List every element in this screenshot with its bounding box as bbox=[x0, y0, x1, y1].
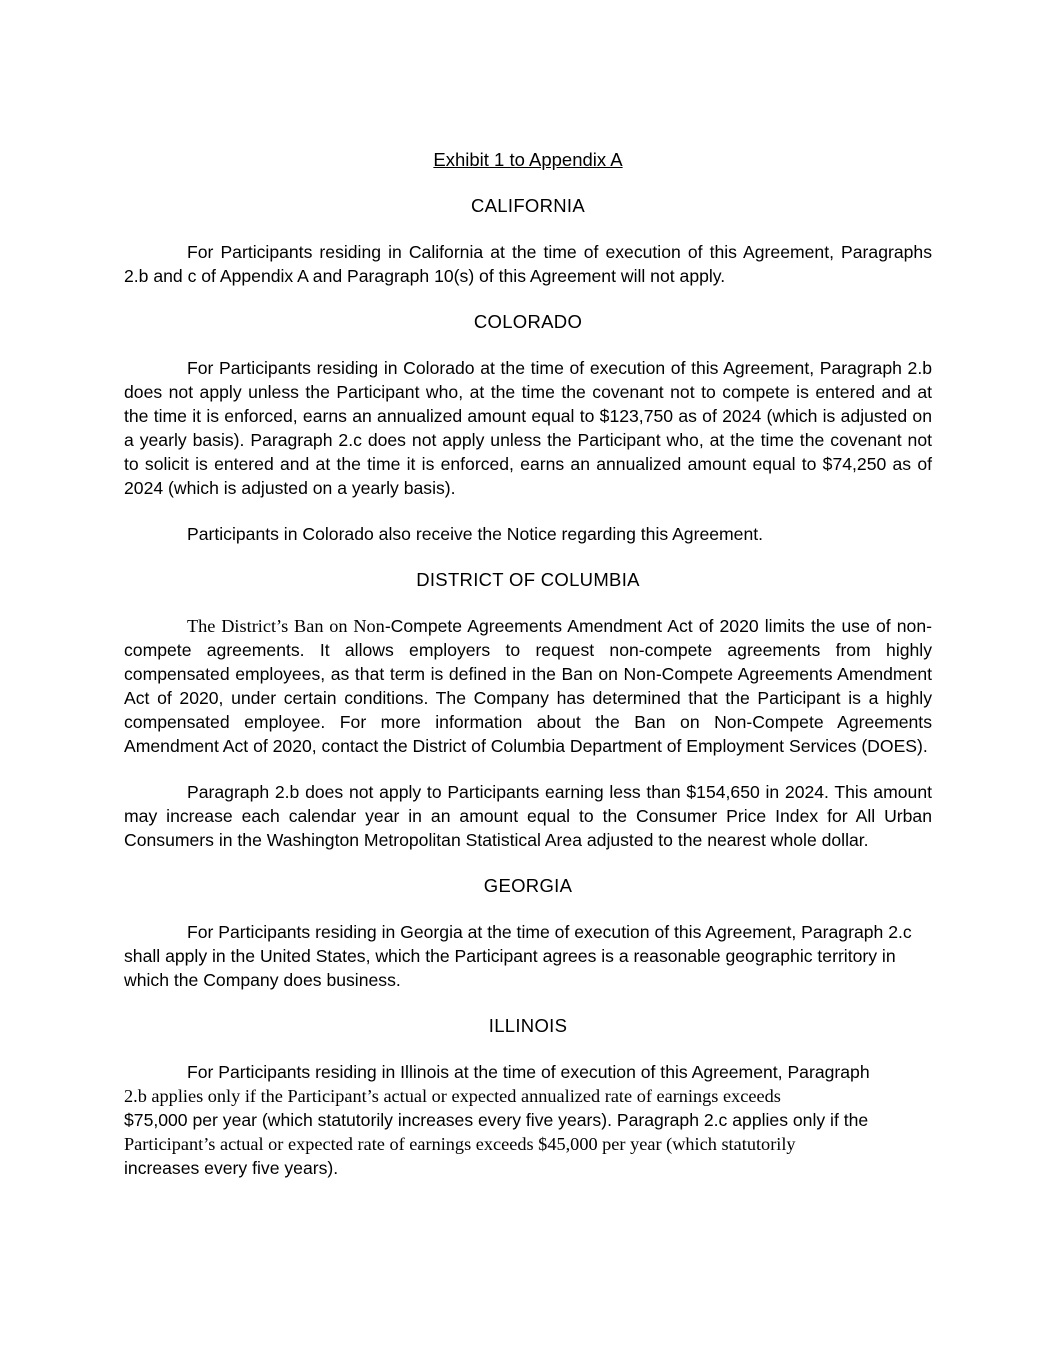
dc-paragraph-2: Paragraph 2.b does not apply to Participants earning less than $154,650 in 2024. This amount may increase each calendar year in an amount equal to the Consumer Price Index for All Urban Consumers in the Washington Metropolitan Statistical Area adjusted to the nearest whole dollar. bbox=[124, 782, 932, 850]
dc-paragraph-1-rest: -Compete Agreements Amendment Act of 2020 limits the use of non-compete agreements. It allows employers to request non-compete agreements from highly compensated employees, as that term is defined in the Ban on Non-Compete Agreements Amendment Act of 2020, under certain conditions. The Company has determined that the Participant is a highly compensated employee. For more information about the Ban on Non-Compete Agreements Amendment Act of 2020, contact the District of Columbia Department of Employment Services (DOES). bbox=[124, 616, 932, 756]
heading-colorado: COLORADO bbox=[473, 311, 583, 332]
illinois-line-5: increases every five years). bbox=[124, 1158, 339, 1178]
dc-paragraph-1-serif-lead: The District’s Ban on Non bbox=[187, 616, 385, 636]
illinois-line-1: For Participants residing in Illinois at the time of execution of this Agreement, Paragraph bbox=[187, 1062, 870, 1082]
document-title: Exhibit 1 to Appendix A bbox=[433, 149, 623, 170]
illinois-paragraph bbox=[124, 1060, 932, 1180]
heading-california: CALIFORNIA bbox=[470, 195, 586, 216]
illinois-line-3: $75,000 per year (which statutorily increases every five years). Paragraph 2.c applies only if the bbox=[124, 1110, 869, 1130]
colorado-paragraph-1: For Participants residing in Colorado at the time of execution of this Agreement, Paragraph 2.b does not apply unless the Participant who, at the time the covenant not to compete is entered and at the time it is enforced, earns an annualized amount equal to $123,750 as of 2024 (which is adjusted on a yearly basis). Paragraph 2.c does not apply unless the Participant who, at the time the covenant not to solicit is entered and at the time it is enforced, earns an annualized amount equal to $74,250 as of 2024 (which is adjusted on a yearly basis). bbox=[124, 358, 932, 498]
heading-georgia: GEORGIA bbox=[483, 875, 573, 896]
illinois-line-2: 2.b applies only if the Participant’s actual or expected annualized rate of earnings exceeds bbox=[124, 1086, 781, 1106]
heading-district-of-columbia: DISTRICT OF COLUMBIA bbox=[416, 569, 640, 590]
dc-paragraph-1 bbox=[124, 614, 932, 758]
heading-illinois: ILLINOIS bbox=[488, 1015, 568, 1036]
colorado-paragraph-2: Participants in Colorado also receive the Notice regarding this Agreement. bbox=[187, 524, 764, 544]
document-page bbox=[124, 148, 932, 1180]
california-paragraph: For Participants residing in California at the time of execution of this Agreement, Paragraphs 2.b and c of Appendix A and Paragraph 10(s) of this Agreement will not apply. bbox=[124, 242, 932, 286]
georgia-paragraph: For Participants residing in Georgia at the time of execution of this Agreement, Paragraph 2.c shall apply in the United States, which the Participant agrees is a reasonable geographic territory in which the Company does business. bbox=[124, 922, 912, 990]
illinois-line-4: Participant’s actual or expected rate of earnings exceeds $45,000 per year (which statutorily bbox=[124, 1134, 796, 1154]
